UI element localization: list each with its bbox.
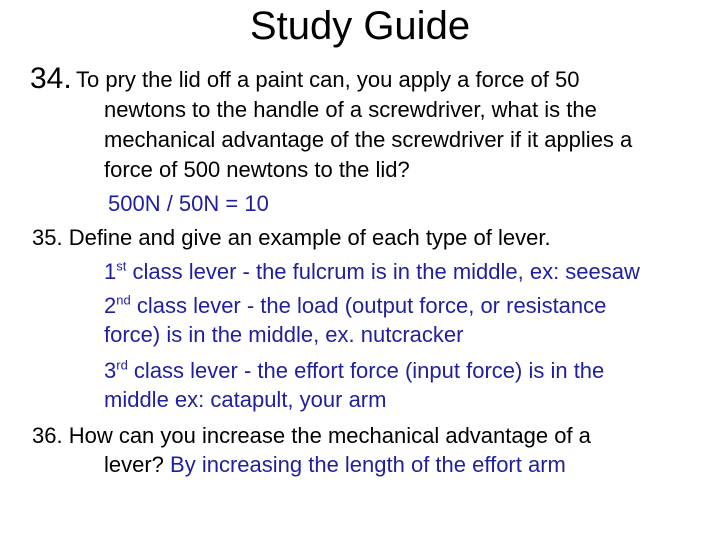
first-class-lever-text: class lever - the fulcrum is in the middle, ex: seesaw	[126, 259, 640, 284]
second-class-lever-number: 2	[104, 293, 117, 318]
question-36-line-2	[104, 451, 566, 479]
third-class-lever-text: class lever - the effort force (input force) is in the	[127, 358, 605, 383]
first-class-lever-answer	[104, 258, 640, 286]
question-36-line-1: 36. How can you increase the mechanical advantage of a	[32, 423, 591, 448]
question-36-text: lever?	[104, 452, 171, 477]
second-class-lever-text: class lever - the load (output force, or resistance	[130, 293, 607, 318]
question-34-answer: 500N / 50N = 10	[108, 191, 269, 216]
question-34-number: 34.	[30, 62, 72, 95]
question-35-text: 35. Define and give an example of each type of lever.	[32, 225, 551, 250]
second-class-lever-answer	[104, 292, 606, 320]
second-class-lever-ordinal: nd	[116, 292, 131, 308]
third-class-lever-ordinal: rd	[116, 357, 128, 373]
question-34-line-4: force of 500 newtons to the lid?	[104, 157, 410, 182]
first-class-lever-number: 1	[104, 259, 117, 284]
third-class-lever-answer	[104, 357, 604, 385]
question-36-answer: By increasing the length of the effort arm	[170, 452, 566, 477]
third-class-lever-number: 3	[104, 358, 117, 383]
question-34-line-1: To pry the lid off a paint can, you apply a force of 50	[76, 67, 580, 92]
page-title: Study Guide	[249, 4, 471, 48]
second-class-lever-continuation: force) is in the middle, ex. nutcracker	[104, 322, 464, 347]
first-class-lever-ordinal: st	[116, 258, 127, 274]
third-class-lever-continuation: middle ex: catapult, your arm	[104, 387, 387, 412]
question-34-line-2: newtons to the handle of a screwdriver, what is the	[104, 97, 597, 122]
question-34-line-3: mechanical advantage of the screwdriver if it applies a	[104, 127, 633, 152]
